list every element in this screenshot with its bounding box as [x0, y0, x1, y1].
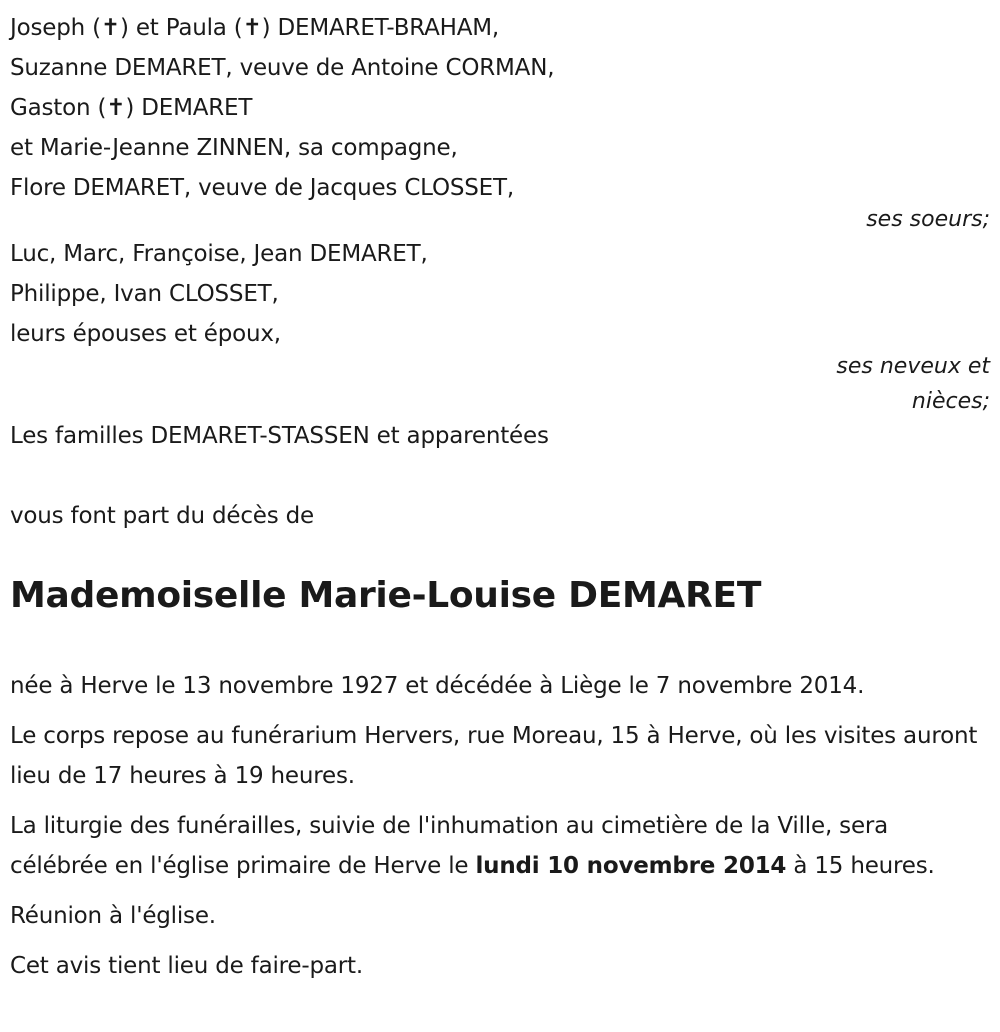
obituary-notice [10, 8, 990, 986]
visitation-paragraph: Le corps repose au funérarium Hervers, rue Moreau, 15 à Herve, où les visites auront lieu de 17 heures à 19 heures. [10, 723, 978, 789]
family-line-5: Flore DEMARET, veuve de Jacques CLOSSET, [10, 175, 514, 201]
nephews-label-line-1: ses neveux et [836, 354, 990, 379]
family-line-7: Philippe, Ivan CLOSSET, [10, 281, 279, 307]
family-line-6: Luc, Marc, Françoise, Jean DEMARET, [10, 241, 428, 267]
family-line-1: Joseph (✝) et Paula (✝) DEMARET-BRAHAM, [10, 15, 500, 41]
family-line-3: Gaston (✝) DEMARET [10, 95, 253, 121]
birth-death-line: née à Herve le 13 novembre 1927 et décédée à Liège le 7 novembre 2014. [10, 673, 865, 699]
family-line-9: Les familles DEMARET-STASSEN et apparentées [10, 423, 549, 449]
funeral-paragraph: La liturgie des funérailles, suivie de l'inhumation au cimetière de la Ville, sera célébrée en l'église primaire de Herve le lundi 10 novembre 2014 à 15 heures. [10, 813, 935, 879]
sisters-label: ses soeurs; [866, 207, 990, 232]
notice-line: Cet avis tient lieu de faire-part. [10, 953, 363, 979]
reunion-line: Réunion à l'église. [10, 903, 216, 929]
family-line-2: Suzanne DEMARET, veuve de Antoine CORMAN, [10, 55, 555, 81]
cross-icon: ✝ [100, 15, 120, 41]
cross-icon: ✝ [242, 15, 262, 41]
nephews-label-line-2: nièces; [911, 389, 990, 414]
deceased-name: Mademoiselle Marie-Louise DEMARET [10, 575, 762, 616]
family-line-4: et Marie-Jeanne ZINNEN, sa compagne, [10, 135, 458, 161]
cross-icon: ✝ [106, 95, 126, 121]
family-line-8: leurs épouses et époux, [10, 321, 281, 347]
announcement: vous font part du décès de [10, 503, 314, 529]
funeral-date: lundi 10 novembre 2014 [475, 853, 787, 879]
